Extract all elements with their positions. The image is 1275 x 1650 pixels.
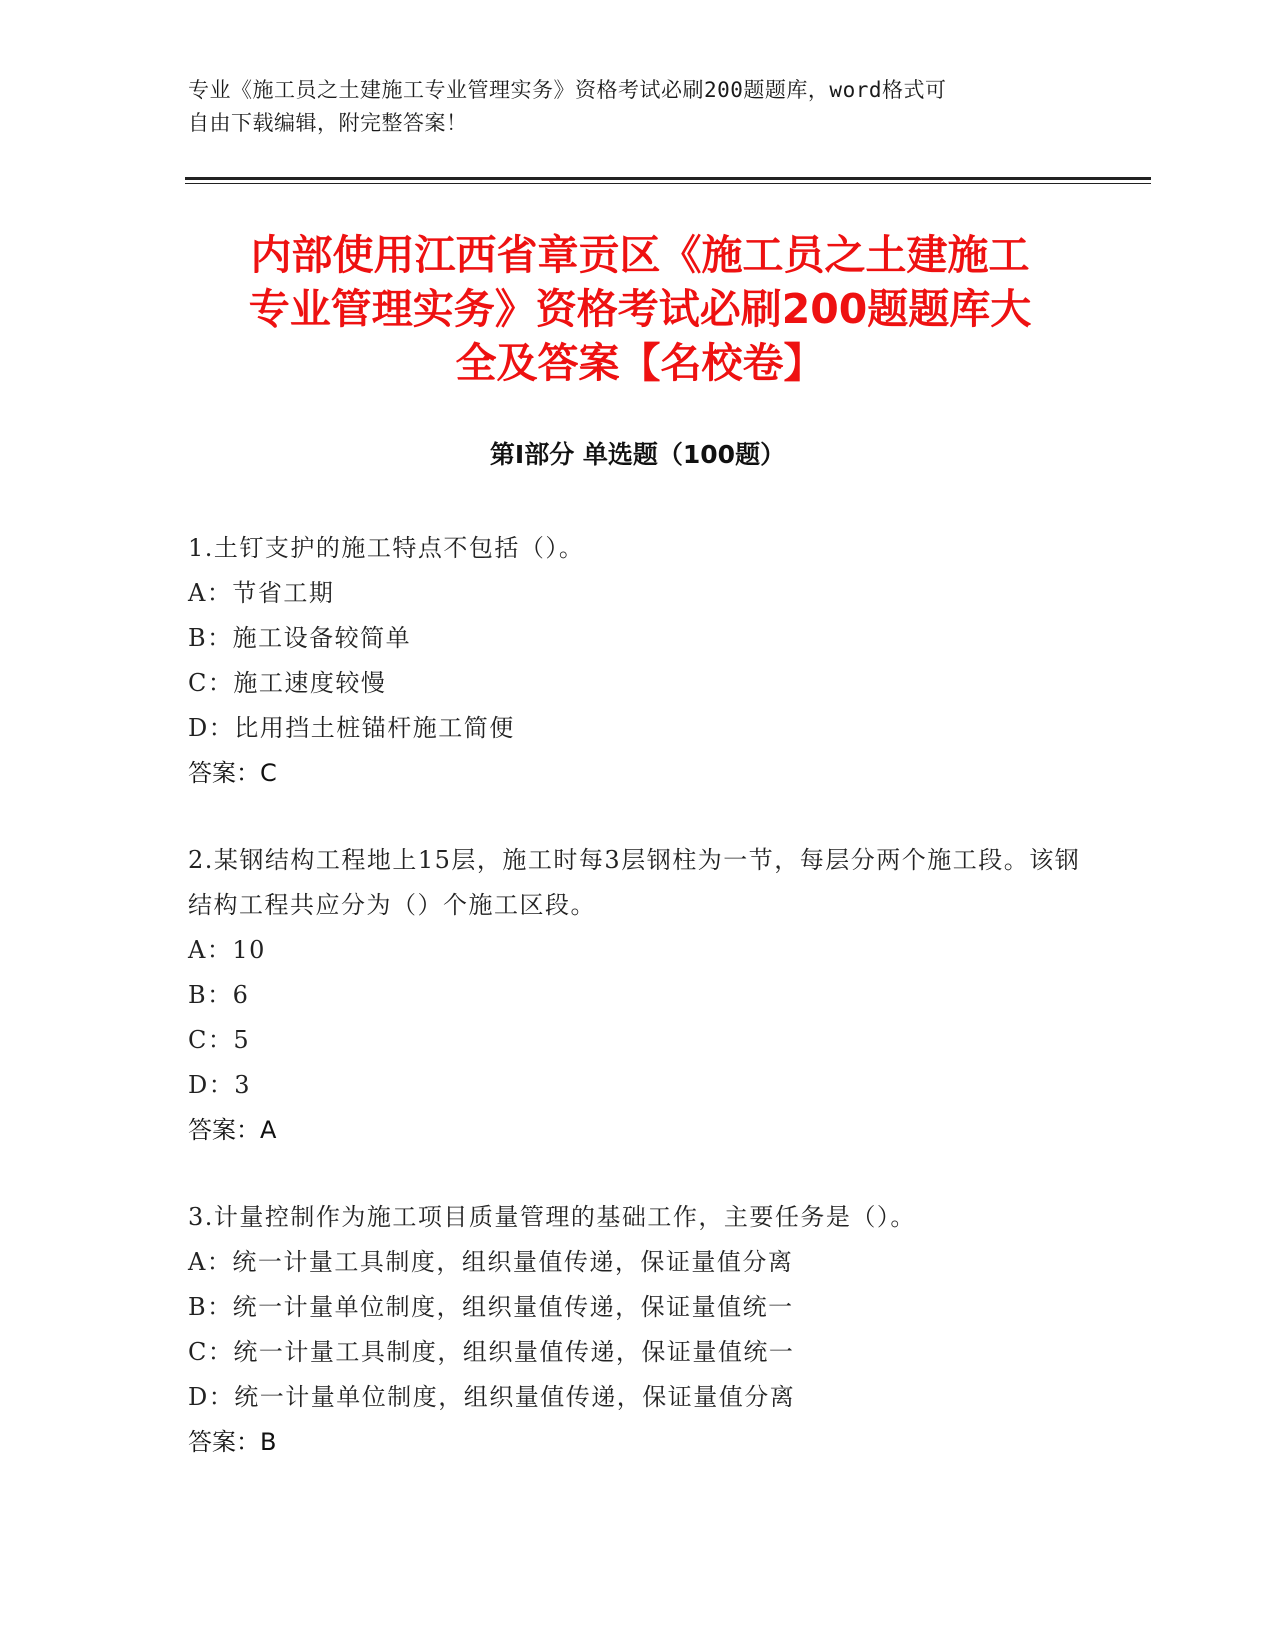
- document-title: [190, 228, 1090, 390]
- answer: 答案：C: [188, 759, 277, 787]
- header-note: [188, 74, 1088, 140]
- section-title: 第Ⅰ部分 单选题（100题）: [489, 440, 786, 469]
- option-d: D：统一计量单位制度，组织量值传递，保证量值分离: [188, 1383, 796, 1411]
- option-b: B：6: [188, 981, 250, 1009]
- option-a: A：节省工期: [188, 579, 335, 607]
- document-title-line-2: 专业管理实务》资格考试必刷200题题库大: [248, 285, 1032, 333]
- option-b: B：施工设备较简单: [188, 624, 412, 652]
- answer: 答案：B: [188, 1428, 277, 1456]
- document-title-line-3: 全及答案【名校卷】: [455, 339, 825, 387]
- question-3: [188, 1195, 1088, 1465]
- option-b: B：统一计量单位制度，组织量值传递，保证量值统一: [188, 1293, 794, 1321]
- option-a: A：统一计量工具制度，组织量值传递，保证量值分离: [188, 1248, 794, 1276]
- question-2: [188, 838, 1088, 1153]
- question-stem: 1.土钉支护的施工特点不包括（）。: [188, 534, 585, 562]
- option-d: D：比用挡土桩锚杆施工简便: [188, 714, 515, 742]
- question-list: [188, 526, 1088, 1507]
- option-c: C：统一计量工具制度，组织量值传递，保证量值统一: [188, 1338, 795, 1366]
- answer: 答案：A: [188, 1116, 277, 1144]
- document-title-line-1: 内部使用江西省章贡区《施工员之土建施工: [250, 231, 1030, 279]
- question-stem: 3.计量控制作为施工项目质量管理的基础工作，主要任务是（）。: [188, 1203, 916, 1231]
- header-rule-thin: [185, 183, 1151, 184]
- header-note-line-2: 自由下载编辑，附完整答案！: [188, 111, 468, 135]
- option-a: A：10: [188, 936, 266, 964]
- option-c: C：施工速度较慢: [188, 669, 387, 697]
- question-1: [188, 526, 1088, 796]
- header-note-line-1: 专业《施工员之土建施工专业管理实务》资格考试必刷200题题库，word格式可: [188, 78, 947, 102]
- question-stem: 2.某钢结构工程地上15层，施工时每3层钢柱为一节，每层分两个施工段。该钢结构工程共应分为（）个施工区段。: [188, 846, 1081, 919]
- option-c: C：5: [188, 1026, 251, 1054]
- header-rule-thick: [185, 177, 1151, 180]
- option-d: D：3: [188, 1071, 252, 1099]
